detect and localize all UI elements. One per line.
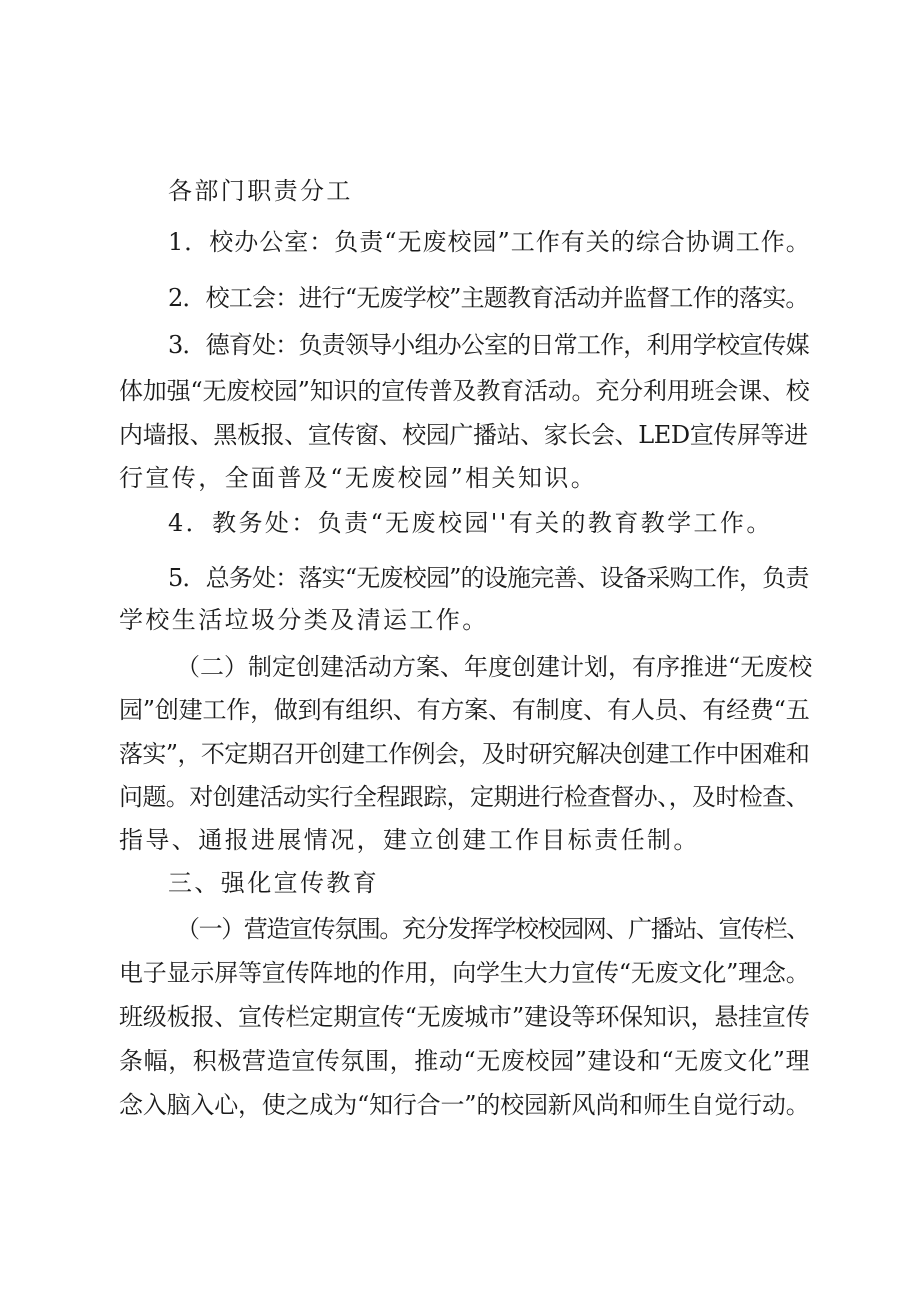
paragraph-line: 指导、通报进展情况，建立创建工作目标责任制。 xyxy=(119,826,700,854)
paragraph-line: 落实”，不定期召开创建工作例会，及时研究解决创建工作中困难和 xyxy=(119,740,810,768)
paragraph-line: 2．校工会：进行“无废学校”主题教育活动并监督工作的落实。 xyxy=(168,284,809,312)
paragraph-line: 4．教务处：负责“无废校园''有关的教育教学工作。 xyxy=(168,509,773,537)
paragraph-line: （一）营造宣传氛围。充分发挥学校校园网、广播站、宣传栏、 xyxy=(176,915,809,943)
paragraph-line: 行宣传，全面普及“无废校园”相关知识。 xyxy=(119,464,598,492)
paragraph-line: 园”创建工作，做到有组织、有方案、有制度、有人员、有经费“五 xyxy=(119,696,810,724)
paragraph-line: 3．德育处：负责领导小组办公室的日常工作，利用学校宣传媒 xyxy=(168,331,809,359)
paragraph-line: 体加强“无废校园”知识的宣传普及教育活动。充分利用班会课、校 xyxy=(119,377,810,405)
paragraph-line: 5．总务处：落实“无废校园”的设施完善、设备采购工作，负责 xyxy=(168,564,809,592)
section-heading-publicity: 三、强化宣传教育 xyxy=(168,869,380,897)
paragraph-line: （二）制定创建活动方案、年度创建计划，有序推进“无废校 xyxy=(176,653,813,681)
paragraph-line: 念入脑入心，使之成为“知行合一”的校园新风尚和师生自觉行动。 xyxy=(119,1091,810,1119)
section-heading-duties: 各部门职责分工 xyxy=(168,177,353,205)
paragraph-line: 1．校办公室：负责“无废校园”工作有关的综合协调工作。 xyxy=(168,228,811,256)
paragraph-line: 电子显示屏等宣传阵地的作用，向学生大力宣传“无废文化”理念。 xyxy=(119,959,810,987)
paragraph-line: 问题。对创建活动实行全程跟踪，定期进行检查督办、，及时检查、 xyxy=(119,783,809,811)
paragraph-line: 学校生活垃圾分类及清运工作。 xyxy=(119,606,489,634)
paragraph-line: 内墙报、黑板报、宣传窗、校园广播站、家长会、LED宣传屏等进 xyxy=(119,421,808,449)
paragraph-line: 班级板报、宣传栏定期宣传“无废城市”建设等环保知识，悬挂宣传 xyxy=(119,1003,810,1031)
paragraph-line: 条幅，积极营造宣传氛围，推动“无废校园”建设和“无废文化”理 xyxy=(119,1047,811,1075)
